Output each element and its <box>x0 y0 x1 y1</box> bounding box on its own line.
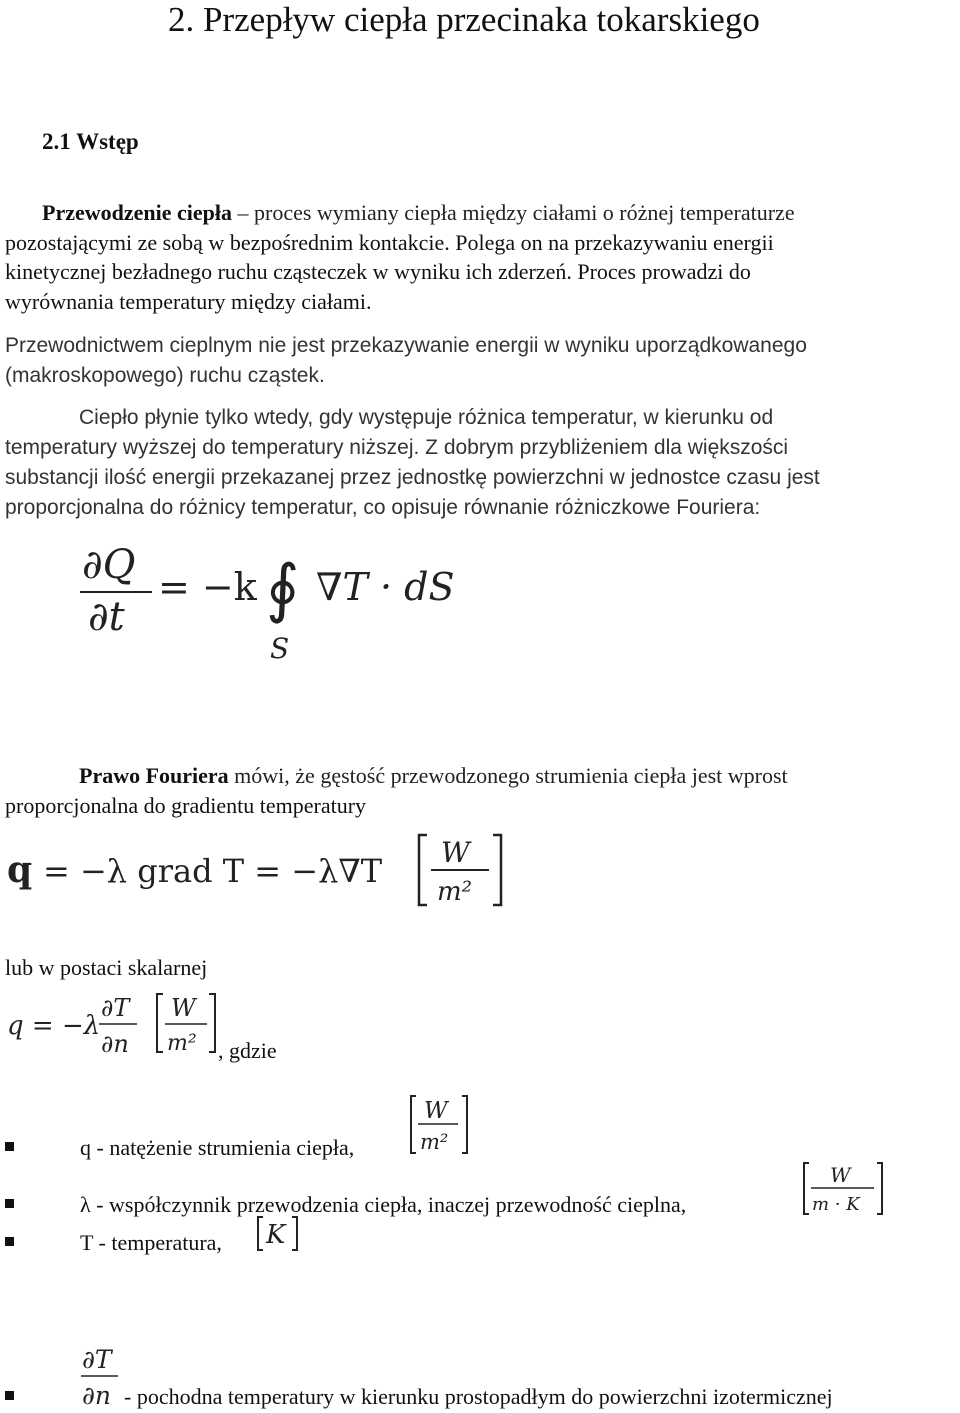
eq2-unit-den: m² <box>437 877 473 907</box>
eq1-numerator: ∂Q <box>82 542 136 588</box>
bullet-marker <box>5 1142 14 1151</box>
bullet-4-fraction <box>78 1342 122 1408</box>
fourier-line-1: Prawo Fouriera mówi, że gęstość przewodzonego strumienia ciepła jest wprost <box>79 763 788 788</box>
eq2-left-bracket <box>419 835 427 905</box>
eq1-subscript: S <box>270 632 290 665</box>
scalar-intro: lub w postaci skalarnej <box>5 955 208 980</box>
para2-line-1: Przewodnictwem cieplnym nie jest przekazywanie energii w wyniku uporządkowanego <box>5 334 807 357</box>
bullet-2-text: λ - współczynnik przewodzenia ciepła, inaczej przewodność cieplna, <box>80 1192 687 1217</box>
intro-line-3: kinetycznej bezładnego ruchu cząsteczek w wyniku ich zderzeń. Proces prowadzi do <box>5 259 751 284</box>
intro-bold-term: Przewodzenie ciepła <box>42 200 232 225</box>
eq3-lhs: q = −λ <box>7 1011 101 1041</box>
para3-line-2: temperatury wyższej do temperatury niższej. Z dobrym przybliżeniem dla większości <box>5 436 789 459</box>
para2-line-2: (makroskopowego) ruchu cząstek. <box>5 364 325 387</box>
bullet-4-text: - pochodna temperatury w kierunku prostopadłym do powierzchni izotermicznej <box>124 1384 833 1409</box>
bullet-marker <box>5 1237 14 1246</box>
page-title: 2. Przepływ ciepła przecinaka tokarskiego <box>168 0 760 39</box>
eq3-unit-den: m² <box>167 1031 197 1056</box>
eq3-suffix: , gdzie <box>218 1038 277 1063</box>
bullet-marker <box>5 1199 14 1208</box>
bullet-3-unit <box>254 1214 304 1254</box>
bullet-1-unit-num: W <box>424 1098 448 1124</box>
eq1-integrand: ∇T · dS <box>316 565 455 609</box>
fourier-bold-term: Prawo Fouriera <box>79 763 229 788</box>
bullet-1-unit-den: m² <box>420 1130 449 1154</box>
eq3-right-bracket <box>209 994 215 1052</box>
bullet-marker <box>5 1391 14 1400</box>
eq1-integral-sign: ∮ <box>266 552 300 626</box>
bullet-2-unit-den: m · K <box>812 1194 860 1215</box>
bullet-4-frac-den: ∂n <box>82 1381 112 1408</box>
para3-line-1: Ciepło płynie tylko wtedy, gdy występuje różnica temperatur, w kierunku od <box>79 406 774 429</box>
eq3-unit-num: W <box>171 994 196 1022</box>
bullet-1-unit <box>406 1093 472 1157</box>
eq1-denominator: ∂t <box>88 594 125 640</box>
eq1-rhs-prefix: = −k <box>158 565 257 609</box>
eq2-q: q <box>7 849 33 891</box>
para3-line-4: proporcjonalna do różnicy temperatur, co opisuje równanie różniczkowe Fouriera: <box>5 496 761 519</box>
eq3-denominator: ∂n <box>101 1030 129 1058</box>
fourier-line-2: proporcjonalna do gradientu temperatury <box>5 793 367 818</box>
intro-line-4: wyrównania temperatury między ciałami. <box>5 289 372 314</box>
bullet-2-unit-num: W <box>830 1163 851 1187</box>
para3-line-3: substancji ilość energii przekazanej przez jednostkę powierzchni w jednostce czasu jest <box>5 466 820 489</box>
equation-fourier-integral <box>70 530 490 670</box>
eq3-left-bracket <box>157 994 163 1052</box>
bullet-3-unit-text: K <box>266 1220 286 1250</box>
bullet-4-frac-num: ∂T <box>82 1345 112 1374</box>
eq2-right-bracket <box>493 835 501 905</box>
section-heading: 2.1 Wstęp <box>42 129 139 154</box>
eq2-unit-num: W <box>441 836 470 869</box>
bullet-1-text: q - natężenie strumienia ciepła, <box>80 1135 355 1160</box>
equation-fourier-vector <box>5 830 515 920</box>
eq2-middle: = −λ grad T = −λ∇T <box>43 852 383 890</box>
bullet-2-unit <box>800 1160 886 1218</box>
intro-line-2: pozostającymi ze sobą w bezpośrednim kontakcie. Polega on na przekazywaniu energii <box>5 230 774 255</box>
bullet-3-text: T - temperatura, <box>80 1230 222 1255</box>
intro-line-1: Przewodzenie ciepła – proces wymiany ciepła między ciałami o różnej temperaturze <box>42 200 795 225</box>
eq3-numerator: ∂T <box>101 994 130 1022</box>
